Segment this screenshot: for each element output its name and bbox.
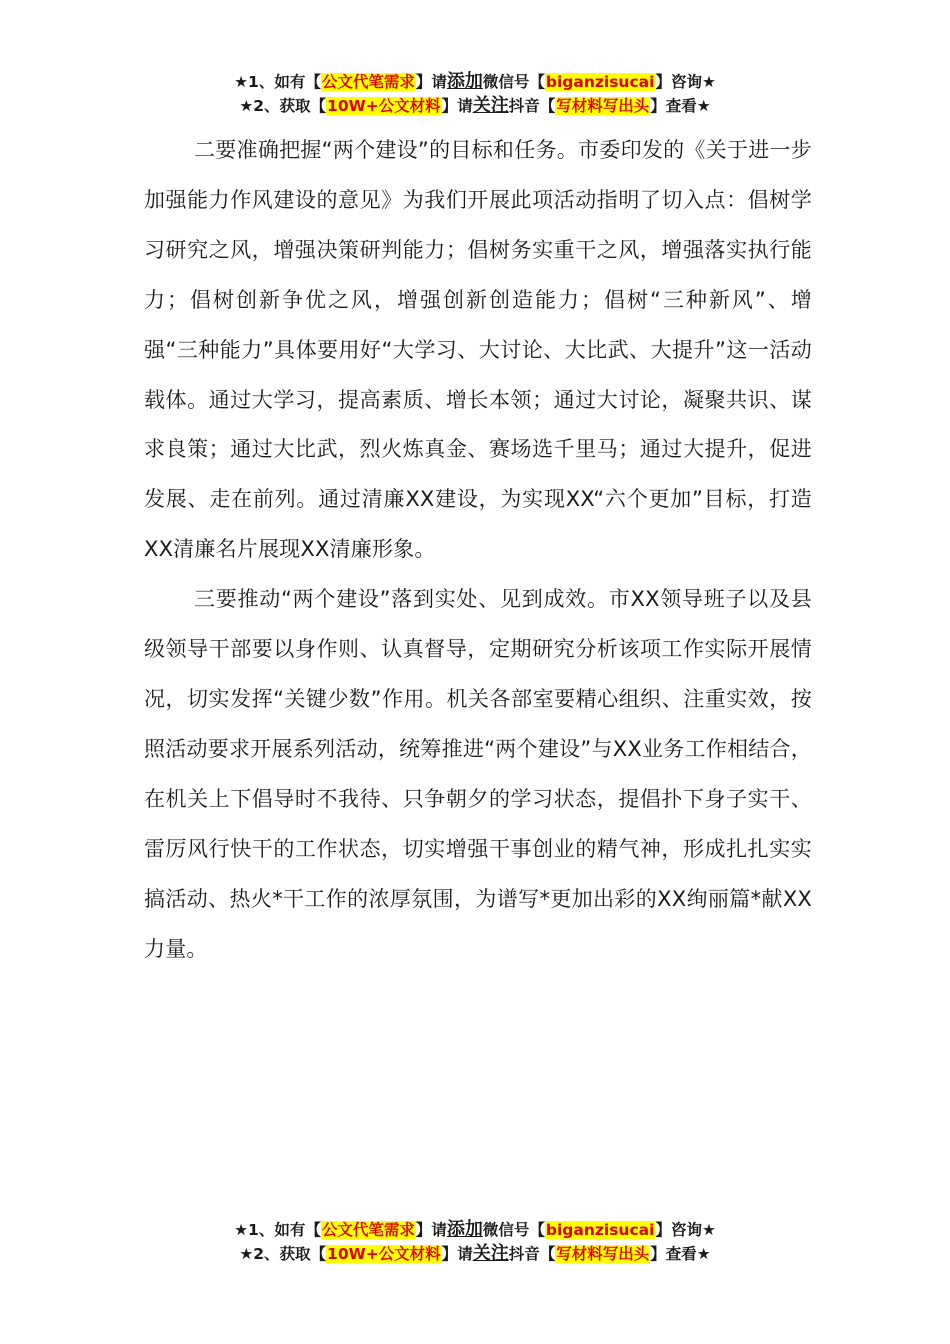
star-icon: ★ bbox=[701, 1221, 716, 1239]
promo-text: 2、获取【 bbox=[253, 1245, 327, 1263]
star-icon: ★ bbox=[234, 1221, 249, 1239]
promo-emphasis: 添加 bbox=[446, 1219, 483, 1240]
promo-line-2 bbox=[0, 94, 950, 118]
promo-highlight-service: 公文代笔需求 bbox=[321, 1221, 415, 1239]
promo-highlight-service: 公文代笔需求 bbox=[321, 73, 415, 91]
star-icon: ★ bbox=[701, 73, 716, 91]
promo-highlight-douyin: 写材料写出头 bbox=[556, 1245, 650, 1263]
promo-emphasis: 关注 bbox=[472, 95, 509, 116]
star-icon: ★ bbox=[696, 1245, 711, 1263]
promo-text: 1、如有【 bbox=[248, 1221, 321, 1239]
body-paragraph-2: 二要准确把握“两个建设”的目标和任务。市委印发的《关于进一步加强能力作风建设的意见》为我们开展此项活动指明了切入点：倡树学习研究之风，增强决策研判能力；倡树务实重干之风，增强落实执行能力；倡树创新争优之风，增强创新创造能力；倡树“三种新风”、增强“三种能力”具体要用好“大学习、大讨论、大比武、大提升”这一活动载体。通过大学习，提高素质、增长本领；通过大讨论，凝聚共识、谋求良策；通过大比武，烈火炼真金、赛场选千里马；通过大提升，促进发展、走在前列。通过清廉XX建设，为实现XX“六个更加”目标，打造XX清廉名片展现XX清廉形象。 bbox=[144, 138, 812, 562]
promo-text: 】请 bbox=[441, 1245, 473, 1263]
star-icon: ★ bbox=[239, 1245, 254, 1263]
promo-line-1 bbox=[0, 1218, 950, 1242]
promo-text: 】请 bbox=[415, 73, 447, 91]
footer-promo-banner bbox=[0, 1218, 950, 1266]
promo-text: 抖音【 bbox=[508, 97, 556, 115]
star-icon: ★ bbox=[696, 97, 711, 115]
promo-text: 1、如有【 bbox=[248, 73, 321, 91]
promo-highlight-wechat-id: biganzisucai bbox=[545, 73, 655, 91]
promo-text: 微信号【 bbox=[482, 1221, 545, 1239]
star-icon: ★ bbox=[234, 73, 249, 91]
promo-text: 】查看 bbox=[650, 1245, 697, 1263]
promo-text: 】请 bbox=[415, 1221, 447, 1239]
promo-text: 】咨询 bbox=[655, 1221, 702, 1239]
promo-line-2 bbox=[0, 1242, 950, 1266]
promo-text: 微信号【 bbox=[482, 73, 545, 91]
promo-highlight-douyin: 写材料写出头 bbox=[556, 97, 650, 115]
promo-highlight-materials: 10W+公文材料 bbox=[327, 1245, 441, 1263]
header-promo-banner bbox=[0, 70, 950, 118]
promo-emphasis: 关注 bbox=[472, 1243, 509, 1264]
promo-text: 】请 bbox=[441, 97, 473, 115]
promo-line-1 bbox=[0, 70, 950, 94]
promo-highlight-wechat-id: biganzisucai bbox=[545, 1221, 655, 1239]
body-paragraph-3: 三要推动“两个建设”落到实处、见到成效。市XX领导班子以及县级领导干部要以身作则、认真督导，定期研究分析该项工作实际开展情况，切实发挥“关键少数”作用。机关各部室要精心组织、注重实效，按照活动要求开展系列活动，统筹推进“两个建设”与XX业务工作相结合，在机关上下倡导时不我待、只争朝夕的学习状态，提倡扑下身子实干、雷厉风行快干的工作状态，切实增强干事创业的精气神，形成扎扎实实搞活动、热火*干工作的浓厚氛围，为谱写*更加出彩的XX绚丽篇*献XX力量。 bbox=[144, 587, 812, 961]
promo-text: 】咨询 bbox=[655, 73, 702, 91]
document-body bbox=[144, 126, 812, 974]
promo-text: 2、获取【 bbox=[253, 97, 327, 115]
promo-emphasis: 添加 bbox=[446, 71, 483, 92]
star-icon: ★ bbox=[239, 97, 254, 115]
promo-text: 】查看 bbox=[650, 97, 697, 115]
promo-text: 抖音【 bbox=[508, 1245, 556, 1263]
promo-highlight-materials: 10W+公文材料 bbox=[327, 97, 441, 115]
